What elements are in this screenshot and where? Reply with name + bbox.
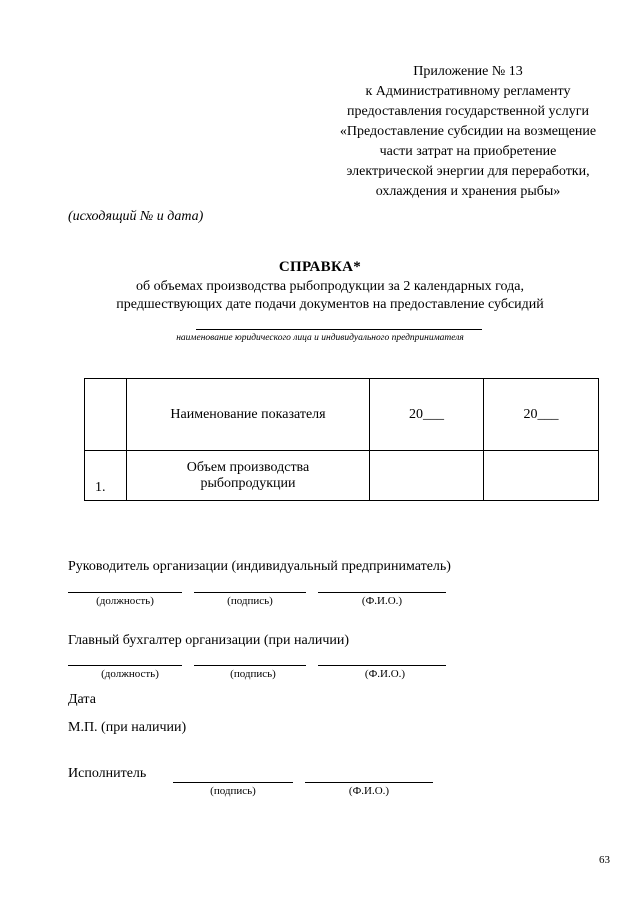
production-table [84,378,599,501]
header-num-cell [85,379,127,451]
accountant-label: Главный бухгалтер организации (при наличии) [68,633,350,648]
row-year2-value-cell[interactable] [484,451,599,501]
header-indicator-label: Наименование показателя [170,406,326,422]
accountant-signature-line[interactable] [194,665,306,666]
head-position-caption: (должность) [96,595,154,607]
table-row [85,451,599,501]
appendix-line: к Административному регламенту [365,84,571,99]
document-subtitle [60,278,600,314]
appendix-line: предоставления государственной услуги [347,104,589,119]
head-signature-line[interactable] [194,592,306,593]
head-name-line[interactable] [318,592,446,593]
header-indicator-cell [127,379,370,451]
appendix-line: части затрат на приобретение [379,144,557,159]
executor-name-caption: (Ф.И.О.) [348,785,390,797]
row-year1-value-cell[interactable] [370,451,484,501]
head-label: Руководитель организации (индивидуальный предприниматель) [68,559,451,574]
head-signature-caption: (подпись) [227,595,273,607]
head-name-caption: (Ф.И.О.) [361,595,403,607]
appendix-line: Приложение № 13 [413,64,523,79]
appendix-line: охлаждения и хранения рыбы» [375,184,561,199]
accountant-position-caption: (должность) [101,668,159,680]
executor-label: Исполнитель [68,766,147,781]
executor-name-line[interactable] [305,782,433,783]
row-num-cell: 1. [85,451,127,501]
executor-signature-line[interactable] [173,782,293,783]
accountant-name-caption: (Ф.И.О.) [364,668,406,680]
header-year1-cell[interactable] [370,379,484,451]
seal-label: М.П. (при наличии) [68,720,187,735]
header-year1-label: 20___ [409,406,444,422]
table-header-row [85,379,599,451]
subtitle-line-2: предшествующих дате подачи документов на предоставление субсидий [116,297,544,312]
header-year2-label: 20___ [523,406,559,422]
organization-name-line[interactable] [196,329,482,330]
row-indicator-cell [127,451,370,501]
accountant-signature-caption: (подпись) [230,668,276,680]
accountant-position-line[interactable] [68,665,182,666]
organization-name-caption: наименование юридического лица и индивидуального предпринимателя [176,333,464,343]
date-label: Дата [68,692,96,707]
header-year2-cell[interactable] [484,379,599,451]
row-indicator-line-1: Объем производства [186,459,310,475]
subtitle-line-1: об объемах производства рыбопродукции за 2 календарных года, [136,279,524,294]
head-position-line[interactable] [68,592,182,593]
accountant-name-line[interactable] [318,665,446,666]
appendix-header [318,62,618,202]
outgoing-number-date: (исходящий № и дата) [68,209,204,224]
row-indicator-line-2: рыбопродукции [200,475,296,491]
appendix-line: электрической энергии для переработки, [346,164,590,179]
document-title: СПРАВКА* [278,259,362,275]
executor-signature-caption: (подпись) [210,785,256,797]
appendix-line: «Предоставление субсидии на возмещение [339,124,597,139]
page-number: 63 [599,854,610,866]
